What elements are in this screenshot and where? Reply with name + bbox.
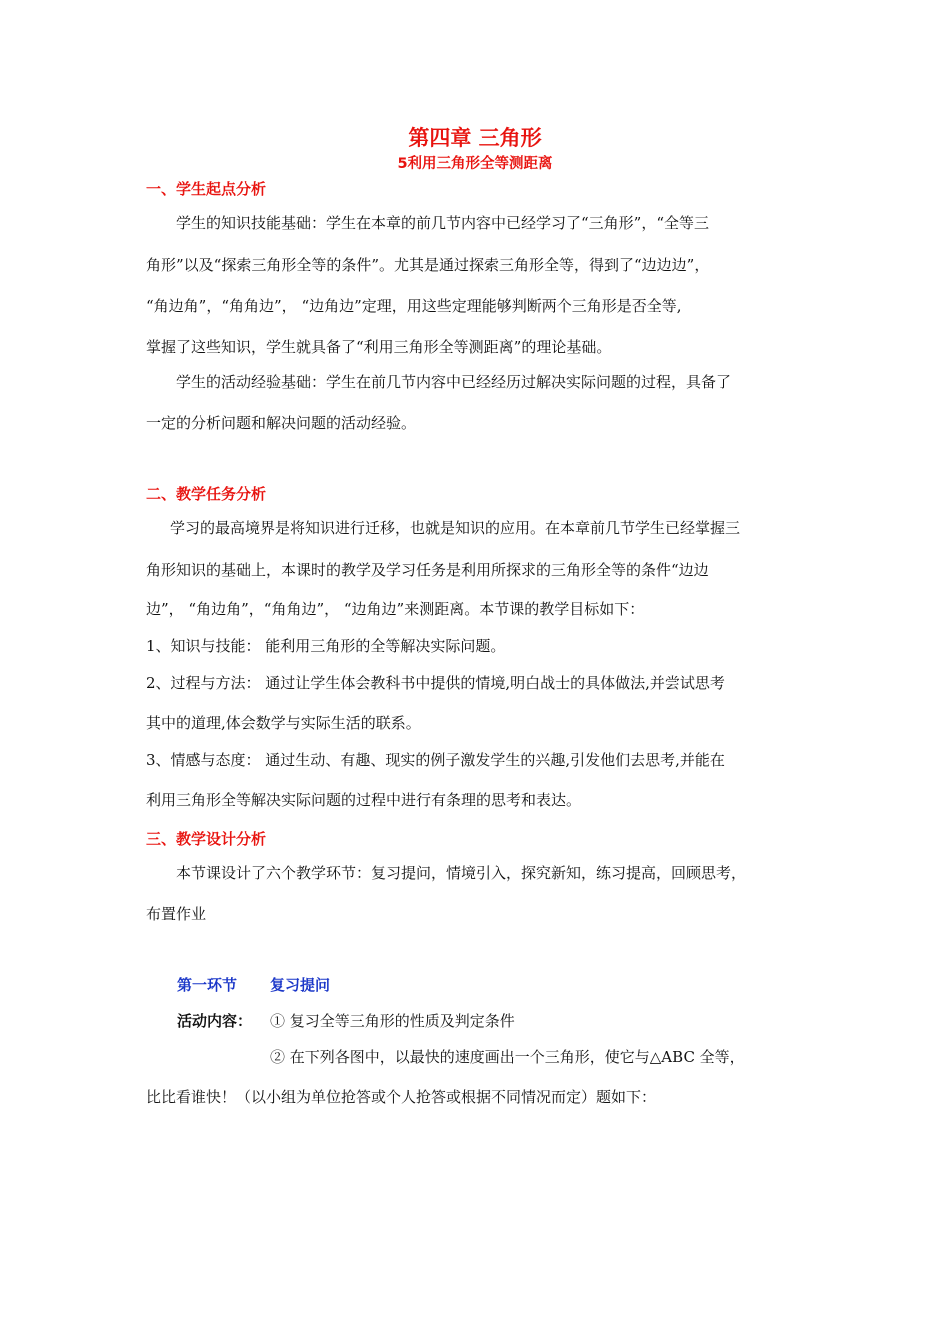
- goal-line-2: 2、过程与方法： 通过让学生体会教科书中提供的情境,明白战士的具体做法,并尝试思考: [146, 674, 725, 692]
- section-heading-1: 一、学生起点分析: [146, 180, 267, 198]
- activity-item-2: ② 在下列各图中，以最快的速度画出一个三角形，使它与△ABC 全等，: [270, 1048, 745, 1066]
- paragraph-line: 角形”以及“探索三角形全等的条件”。尤其是通过探索三角形全等，得到了“边边边”，: [146, 256, 710, 274]
- paragraph-line: 角形知识的基础上，本课时的教学及学习任务是利用所探求的三角形全等的条件“边边: [146, 561, 709, 579]
- paragraph-line: 一定的分析问题和解决问题的活动经验。: [146, 414, 417, 432]
- activity-label: 活动内容：: [177, 1012, 253, 1030]
- paragraph-line: 本节课设计了六个教学环节：复习提问，情境引入，探究新知，练习提高，回顾思考，: [176, 864, 747, 882]
- step-name: 复习提问: [270, 976, 331, 994]
- section-heading-3: 三、教学设计分析: [146, 830, 267, 848]
- paragraph-line: 其中的道理,体会数学与实际生活的联系。: [146, 714, 421, 732]
- activity-item-1: ① 复习全等三角形的性质及判定条件: [270, 1012, 515, 1030]
- paragraph-line: 掌握了这些知识，学生就具备了“利用三角形全等测距离”的理论基础。: [146, 338, 612, 356]
- paragraph-line: 边”， “角边角”，“角角边”， “边角边”来测距离。本节课的教学目标如下：: [146, 600, 645, 618]
- step-label: 第一环节: [177, 976, 238, 994]
- paragraph-line: “角边角”，“角角边”， “边角边”定理，用这些定理能够判断两个三角形是否全等,: [146, 297, 682, 315]
- paragraph-line: 利用三角形全等解决实际问题的过程中进行有条理的思考和表达。: [146, 791, 582, 809]
- chapter-title: 第四章 三角形: [408, 126, 542, 150]
- section-heading-2: 二、教学任务分析: [146, 485, 267, 503]
- lesson-subtitle: 5利用三角形全等测距离: [397, 156, 553, 172]
- paragraph-line: 学习的最高境界是将知识进行迁移，也就是知识的应用。在本章前几节学生已经掌握三: [170, 519, 741, 537]
- goal-line-1: 1、知识与技能： 能利用三角形的全等解决实际问题。: [146, 637, 506, 655]
- paragraph-line: 学生的活动经验基础：学生在前几节内容中已经经历过解决实际问题的过程，具备了: [176, 373, 732, 391]
- activity-item-2-continued: 比比看谁快！（以小组为单位抢答或个人抢答或根据不同情况而定）题如下：: [146, 1088, 657, 1106]
- paragraph-line: 布置作业: [146, 905, 207, 923]
- paragraph-line: 学生的知识技能基础：学生在本章的前几节内容中已经学习了“三角形”，“全等三: [176, 214, 710, 232]
- goal-line-3: 3、情感与态度： 通过生动、有趣、现实的例子激发学生的兴趣,引发他们去思考,并能在: [146, 751, 725, 769]
